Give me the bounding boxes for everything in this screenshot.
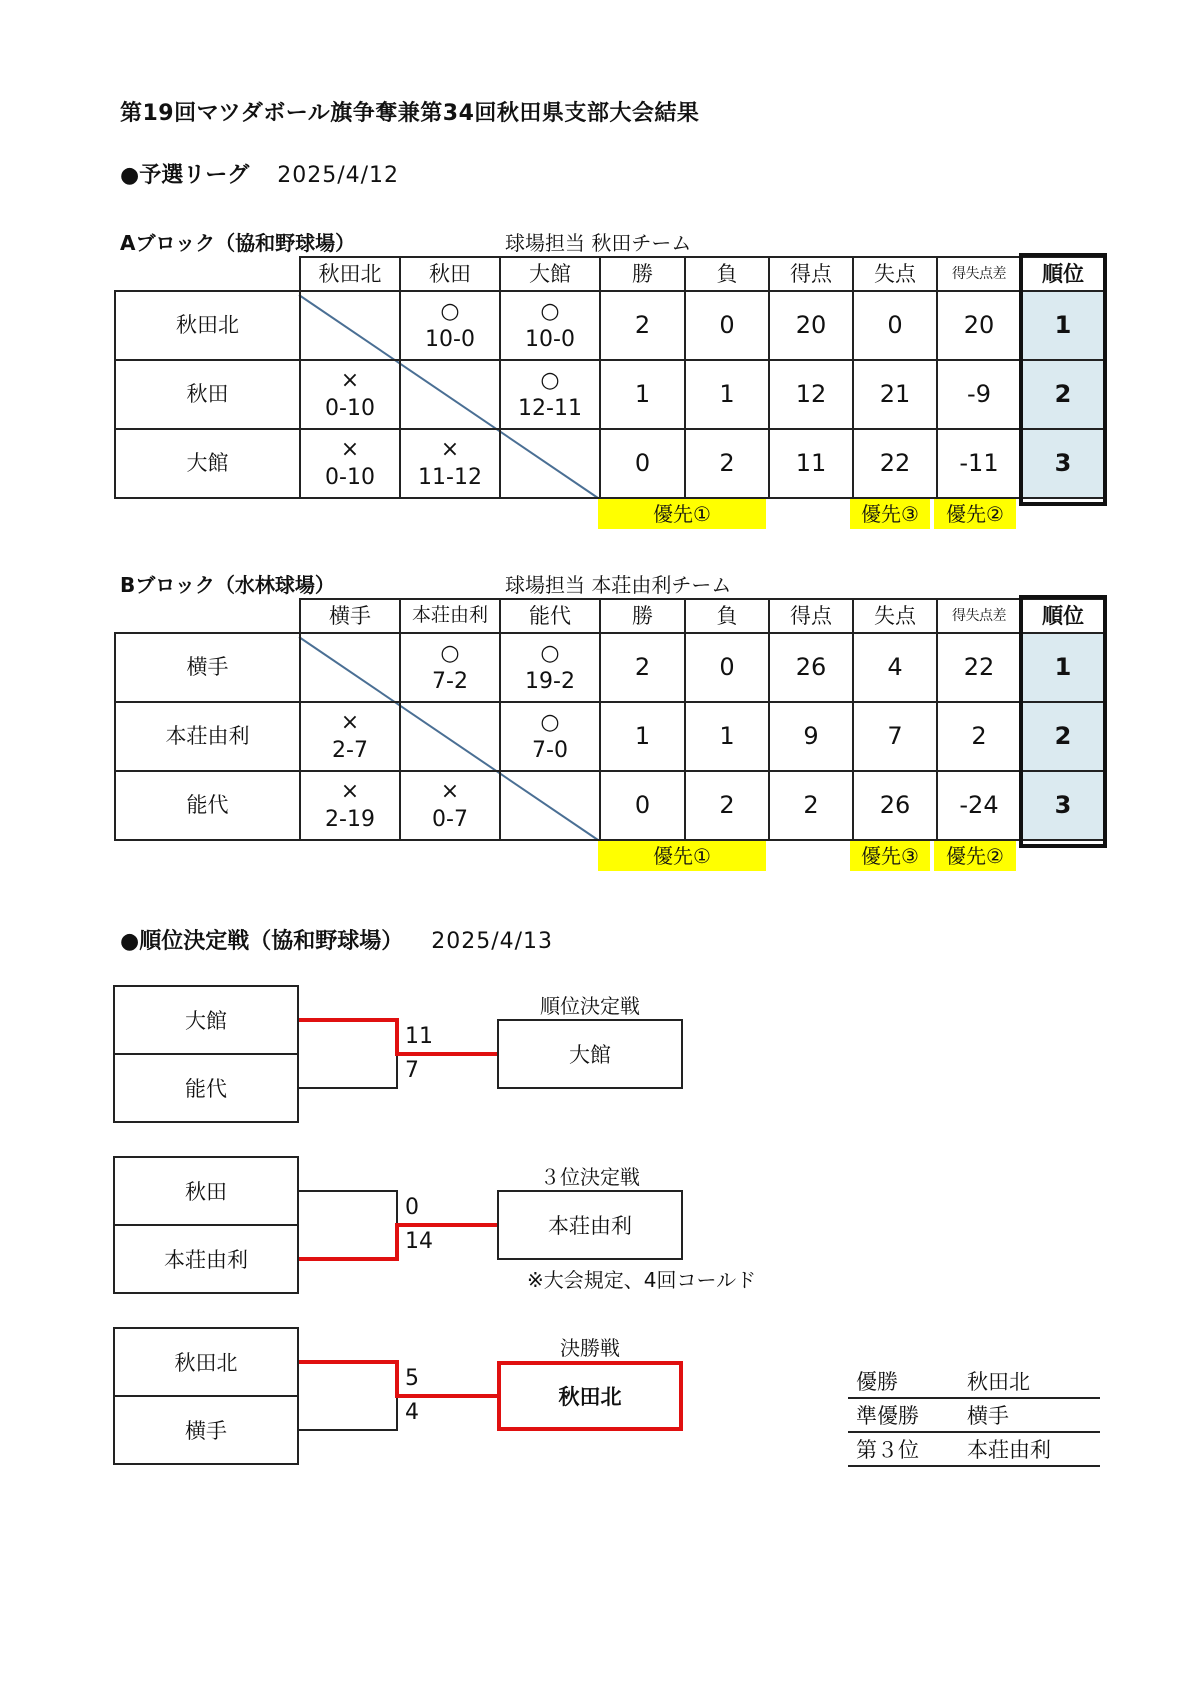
bracket-title: ３位決定戦: [540, 1165, 640, 1189]
result-cell: × 2-19: [300, 771, 400, 840]
col-rank: 順位: [1021, 599, 1105, 633]
bracket-team: 能代: [113, 1053, 299, 1123]
runs-against: 22: [853, 429, 937, 498]
bracket-2-winner-line: [298, 1225, 497, 1259]
bracket-team: 大館: [113, 985, 299, 1055]
result-cell: ○ 19-2: [500, 633, 600, 702]
standing-place: 優勝: [848, 1365, 959, 1398]
table-row: [848, 1432, 1100, 1466]
rank: 3: [1021, 771, 1105, 840]
result-cell: × 0-10: [300, 429, 400, 498]
bracket-1-winner-line: [298, 1020, 497, 1054]
result-cell: ○ 10-0: [400, 291, 500, 360]
bracket-score: 0: [405, 1195, 419, 1220]
result-cell: ○ 12-11: [500, 360, 600, 429]
bracket-3-loser-line: [298, 1396, 397, 1430]
rank: 2: [1021, 360, 1105, 429]
document-title: 第19回マツダボール旗争奪兼第34回秋田県支部大会結果: [120, 101, 700, 126]
prelim-date: 2025/4/12: [277, 163, 400, 188]
block-a-title: Aブロック（協和野球場）: [120, 231, 356, 255]
runs-against: 0: [853, 291, 937, 360]
losses: 2: [685, 429, 769, 498]
col-runs-against: 失点: [853, 257, 937, 291]
col-wins: 勝: [600, 257, 685, 291]
standing-place: 第３位: [848, 1432, 959, 1466]
losses: 0: [685, 633, 769, 702]
block-a-manager: 球場担当 秋田チーム: [505, 231, 692, 255]
col-team-2: 本荘由利: [400, 599, 500, 633]
rank: 1: [1021, 291, 1105, 360]
runs-for: 26: [769, 633, 853, 702]
col-runs-for: 得点: [769, 257, 853, 291]
bracket-note: ※大会規定、4回コールド: [527, 1268, 757, 1292]
losses: 0: [685, 291, 769, 360]
losses: 1: [685, 702, 769, 771]
wins: 1: [600, 360, 685, 429]
bracket-2-loser-line: [298, 1191, 397, 1225]
runs-against: 21: [853, 360, 937, 429]
losses: 1: [685, 360, 769, 429]
table-row: [848, 1398, 1100, 1432]
finals-date: 2025/4/13: [431, 929, 554, 954]
run-diff: 20: [937, 291, 1021, 360]
priority-tag: 優先③: [850, 499, 930, 529]
bracket-winner: 大館: [497, 1019, 683, 1089]
wins: 1: [600, 702, 685, 771]
final-standings: [848, 1365, 1100, 1467]
rank: 3: [1021, 429, 1105, 498]
run-diff: -11: [937, 429, 1021, 498]
col-run-diff: 得失点差: [937, 599, 1021, 633]
block-b-title: Bブロック（水林球場）: [120, 573, 335, 597]
col-team-3: 大館: [500, 257, 600, 291]
losses: 2: [685, 771, 769, 840]
col-wins: 勝: [600, 599, 685, 633]
prelim-label: ●予選リーグ: [120, 163, 250, 188]
runs-for: 11: [769, 429, 853, 498]
runs-for: 20: [769, 291, 853, 360]
result-cell: × 11-12: [400, 429, 500, 498]
bracket-team: 秋田: [113, 1156, 299, 1226]
bracket-score: 4: [405, 1400, 419, 1425]
bracket-1-loser-line: [298, 1054, 397, 1088]
priority-tag: 優先③: [850, 841, 930, 871]
team-name: 秋田北: [115, 291, 300, 360]
runs-against: 7: [853, 702, 937, 771]
bracket-3-winner-line: [298, 1362, 497, 1396]
bracket-team: 本荘由利: [113, 1224, 299, 1294]
standing-team: 本荘由利: [959, 1432, 1100, 1466]
team-name: 横手: [115, 633, 300, 702]
bracket-title: 順位決定戦: [540, 994, 640, 1018]
team-name: 大館: [115, 429, 300, 498]
col-rank: 順位: [1021, 257, 1105, 291]
priority-tag: 優先②: [934, 841, 1016, 871]
standing-team: 秋田北: [959, 1365, 1100, 1398]
run-diff: -24: [937, 771, 1021, 840]
col-team-2: 秋田: [400, 257, 500, 291]
result-cell: ○ 10-0: [500, 291, 600, 360]
rank: 2: [1021, 702, 1105, 771]
runs-for: 9: [769, 702, 853, 771]
runs-against: 4: [853, 633, 937, 702]
bracket-title: 決勝戦: [560, 1336, 620, 1360]
col-losses: 負: [685, 257, 769, 291]
result-cell: × 0-7: [400, 771, 500, 840]
team-name: 秋田: [115, 360, 300, 429]
result-cell: ○ 7-2: [400, 633, 500, 702]
standing-team: 横手: [959, 1398, 1100, 1432]
team-name: 本荘由利: [115, 702, 300, 771]
col-team-3: 能代: [500, 599, 600, 633]
col-team-1: 横手: [300, 599, 400, 633]
run-diff: 22: [937, 633, 1021, 702]
priority-tag: 優先①: [598, 499, 766, 529]
run-diff: 2: [937, 702, 1021, 771]
bracket-score: 5: [405, 1366, 419, 1391]
col-runs-for: 得点: [769, 599, 853, 633]
bracket-team: 秋田北: [113, 1327, 299, 1397]
runs-for: 12: [769, 360, 853, 429]
run-diff: -9: [937, 360, 1021, 429]
runs-for: 2: [769, 771, 853, 840]
runs-against: 26: [853, 771, 937, 840]
block-b-manager: 球場担当 本荘由利チーム: [505, 573, 732, 597]
col-team-1: 秋田北: [300, 257, 400, 291]
bracket-score: 14: [405, 1229, 433, 1254]
finals-label: ●順位決定戦（協和野球場）: [120, 929, 404, 954]
standing-place: 準優勝: [848, 1398, 959, 1432]
champion-box: 秋田北: [497, 1361, 683, 1431]
bracket-winner: 本荘由利: [497, 1190, 683, 1260]
team-name: 能代: [115, 771, 300, 840]
table-row: [848, 1365, 1100, 1398]
wins: 2: [600, 291, 685, 360]
col-run-diff: 得失点差: [937, 257, 1021, 291]
col-runs-against: 失点: [853, 599, 937, 633]
result-cell: × 2-7: [300, 702, 400, 771]
col-losses: 負: [685, 599, 769, 633]
wins: 0: [600, 429, 685, 498]
bracket-team: 横手: [113, 1395, 299, 1465]
result-cell: × 0-10: [300, 360, 400, 429]
rank: 1: [1021, 633, 1105, 702]
result-cell: ○ 7-0: [500, 702, 600, 771]
wins: 2: [600, 633, 685, 702]
priority-tag: 優先①: [598, 841, 766, 871]
bracket-score: 11: [405, 1024, 433, 1049]
bracket-score: 7: [405, 1058, 419, 1083]
wins: 0: [600, 771, 685, 840]
priority-tag: 優先②: [934, 499, 1016, 529]
